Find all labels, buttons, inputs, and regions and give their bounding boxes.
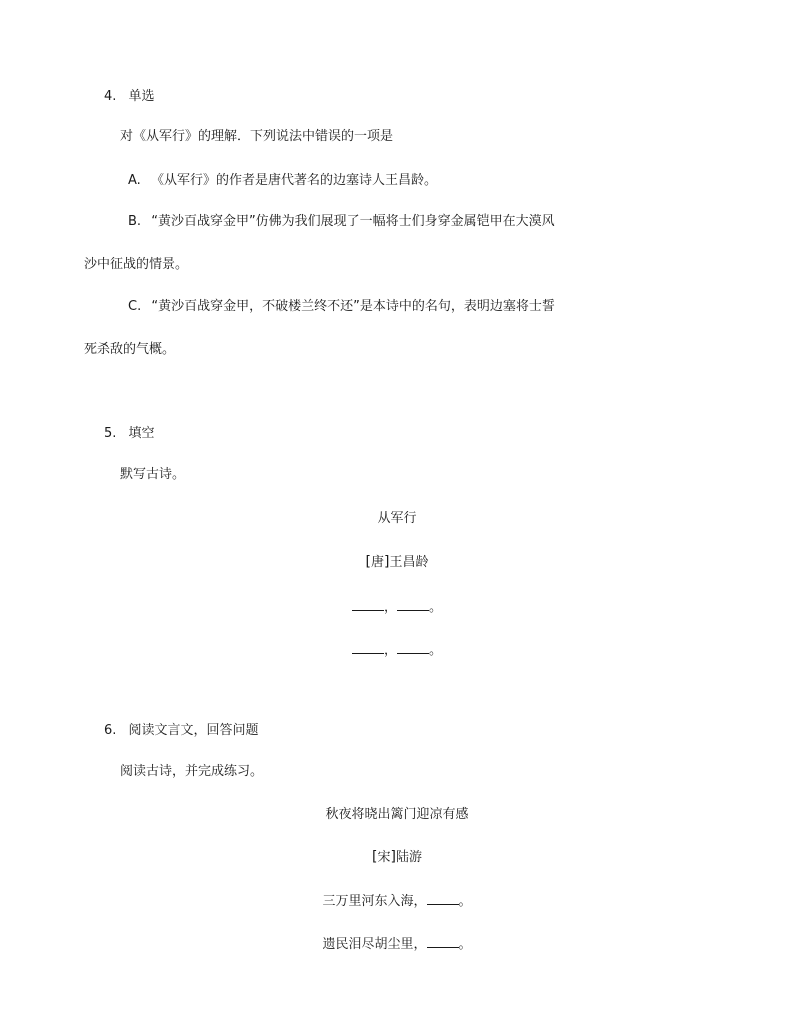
q5-dynasty: 唐	[370, 555, 384, 570]
q4-option-c-continued: 死杀敌的气概。	[84, 342, 176, 357]
q6-header	[104, 722, 259, 740]
fill-blank[interactable]	[352, 598, 384, 611]
fill-blank[interactable]	[397, 598, 429, 611]
q6-poem-title: 秋夜将晓出篱门迎凉有感	[325, 807, 469, 822]
q5-poem-author: [唐]王昌龄	[365, 554, 429, 570]
q4-option-b[interactable]	[128, 213, 555, 231]
fill-blank[interactable]	[427, 935, 459, 948]
q5-blank-line-2: ， 。	[0, 641, 794, 660]
q4-stem: 对《从军行》的理解．下列说法中错误的一项是	[120, 129, 394, 144]
fill-blank[interactable]	[352, 641, 384, 654]
fill-blank[interactable]	[427, 892, 459, 905]
q6-poem-line-1: 三万里河东入海， 。	[322, 894, 472, 909]
option-text: 《从军行》的作者是唐代著名的边塞诗人王昌龄。	[150, 173, 437, 188]
option-text: “黄沙百战穿金甲”仿佛为我们展现了一幅将士们身穿金属铠甲在大漠风	[151, 214, 555, 229]
option-letter: A.	[128, 173, 141, 188]
q5-blank-line-1: ， 。	[0, 598, 794, 617]
fill-blank[interactable]	[397, 641, 429, 654]
q4-type: 单选	[128, 89, 155, 104]
q4-number: 4.	[104, 89, 117, 104]
option-letter: C.	[128, 299, 142, 314]
q5-type: 填空	[128, 426, 155, 441]
q6-poem-line-2: 遗民泪尽胡尘里， 。	[322, 937, 472, 952]
q4-header	[104, 88, 155, 106]
q5-header	[104, 425, 155, 443]
q4-option-c[interactable]	[128, 298, 555, 316]
q5-stem: 默写古诗。	[120, 467, 186, 482]
q4-option-b-continued: 沙中征战的情景。	[84, 257, 189, 272]
q4-option-a[interactable]	[128, 172, 437, 190]
q5-number: 5.	[104, 426, 117, 441]
q6-author: 陆游	[395, 850, 422, 865]
q6-stem: 阅读古诗，并完成练习。	[120, 764, 264, 779]
option-letter: B.	[128, 214, 142, 229]
q5-poem-title: 从军行	[377, 511, 417, 526]
q5-author: 王昌龄	[389, 555, 429, 570]
option-text: “黄沙百战穿金甲，不破楼兰终不还”是本诗中的名句，表明边塞将士誓	[151, 299, 555, 314]
q6-dynasty: 宋	[377, 850, 391, 865]
q6-number: 6.	[104, 723, 117, 738]
q6-type: 阅读文言文，回答问题	[128, 723, 259, 738]
q6-poem-author: [宋]陆游	[372, 849, 422, 865]
